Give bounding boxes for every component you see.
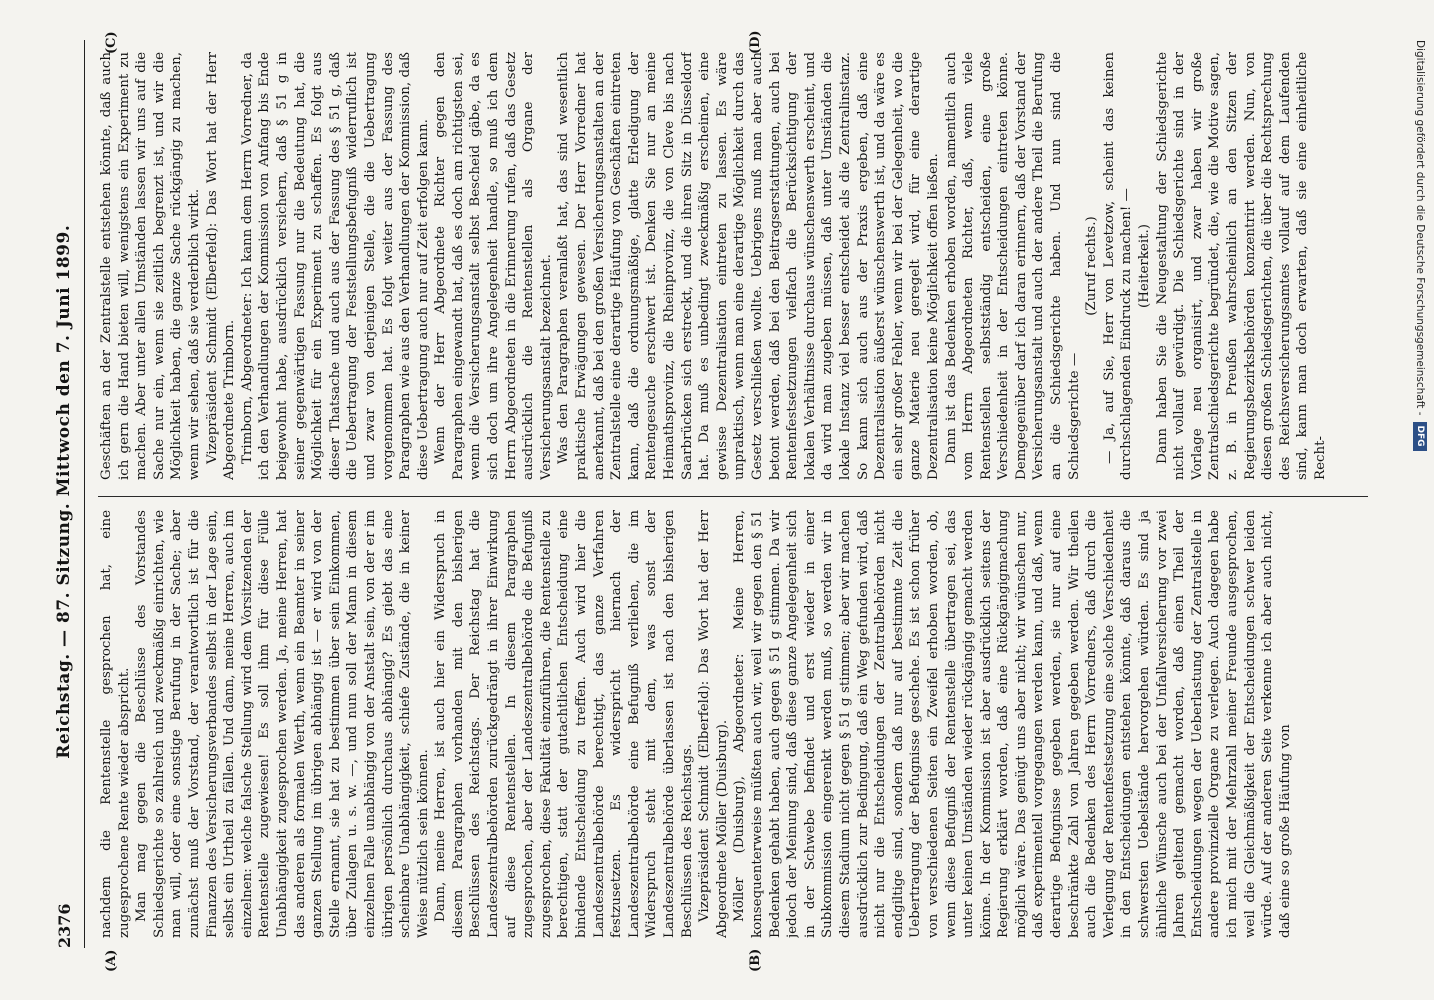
paragraph: Geschäften an der Zentralstelle entstehen könnte, daß auch ich gern die Hand bieten will, wenigstens ein Experiment zu machen. Aber unter allen Umständen lassen wir uns auf die Sache nur ein, wenn sie zeitlich begrenzt ist, und wir die Möglichkeit haben, die ganze Sache rückgängig zu machen, wenn wir sehen, daß sie verderblich wirkt.	[99, 52, 202, 480]
paragraph: — Ja, auf Sie, Herr von Levetzow, scheint das keinen durchschlagenden Eindruck zu machen! —	[1101, 52, 1135, 480]
digitization-note	[1412, 40, 1428, 980]
column-divider	[98, 496, 1368, 497]
paragraph: Vizepräsident Schmidt (Elberfeld): Das Wort hat der Herr Abgeordnete Möller (Duisburg).	[697, 510, 730, 938]
paragraph: nachdem die Rentenstelle gesprochen hat, eine zugesprochene Rente wieder abspricht.	[99, 510, 132, 938]
paragraph: Wenn der Herr Abgeordnete Richter gegen den Paragraphen eingewandt hat, daß es doch am richtigsten sei, wenn die Versicherungsanstalt selbst Bescheid gäbe, da es sich doch um ihre Angelegenheit handle, so muß ich dem Herrn Abgeordneten in die Erinnerung rufen, daß das Gesetz ausdrücklich die Rentenstellen als Organe der Versicherungsanstalt bezeichnet.	[433, 52, 554, 480]
left-column	[98, 510, 1368, 938]
paragraph: Dann ist das Bedenken erhoben worden, namentlich auch vom Herrn Abgeordneten Richter, daß, wenn viele Rentenstellen selbstständig entscheiden, eine große Verschiedenheit in der Entscheidungen eintreten könne. Demgegenüber darf ich daran erinnern, daß der Vorstand der Versicherungsanstalt und auch der andere Theil die Berufung an die Schiedsgerichte haben. Und nun sind die Schiedsgerichte —	[943, 52, 1082, 480]
margin-mark-d: (D)	[748, 30, 763, 54]
page-header	[44, 40, 85, 948]
digitization-text: Digitalisierung gefördert durch die Deutsche Forschungsgemeinschaft -	[1414, 40, 1426, 416]
paragraph: Vizepräsident Schmidt (Elberfeld): Das Wort hat der Herr Abgeordnete Trimborn.	[204, 52, 238, 480]
paragraph: Dann haben Sie die Neugestaltung der Schiedsgerichte nicht vollauf gewürdigt. Die Schiedsgerichte sind in der Vorlage neu organisirt, und zwar haben wir große Zentralschiedsgerichte begründet, die, wie die Motive sagen, z. B. in Preußen wahrscheinlich an den Sitzen der Regierungsbezirksbehörden konzentrirt werden. Nun, von diesen großen Schiedsgerichten, die über die Rechtsprechung des Reichsversicherungsamtes vollauf auf dem Laufenden sind, kann man doch erwarten, daß sie eine einheitliche Recht-	[1154, 52, 1328, 480]
interjection: (Heiterkeit.)	[1137, 224, 1153, 308]
interjection: (Zuruf rechts.)	[1084, 216, 1100, 316]
margin-mark-c: (C)	[104, 31, 119, 54]
margin-mark-b: (B)	[748, 948, 763, 972]
paragraph: Möller (Duisburg), Abgeordneter: Meine Herren, konsequenterweise müßten auch wir, weil wir gegen den § 51 Bedenken gehabt haben, auch gegen § 51 g stimmen. Da wir jedoch der Meinung sind, daß diese ganze Angelegenheit sich in der Schwebe befindet und erst wieder in einer Subkommission eingerenkt werden muß, so werden wir in diesem Stadium nicht gegen § 51 g stimmen; aber wir machen ausdrücklich zur Bedingung, daß ein Weg gefunden wird, daß nicht nur die Entscheidungen der Zentralbehörden nicht endgiltige sind, sondern daß nur auf bestimmte Zeit die Uebertragung der Befugnisse geschehe. Es ist schon früher von verschiedenen Seiten ein Zweifel erhoben worden, ob, wenn diese Befugniß der Rentenstelle übertragen sei, das unter keinen Umständen wieder rückgängig gemacht werden könne. In der Kommission ist aber ausdrücklich seitens der Regierung erklärt worden, daß eine Rückgängigmachung möglich wäre. Das genügt uns aber nicht; wir wünschen nur, daß experimentell vorgegangen werden kann, und daß, wenn derartige Befugnisse gegeben werden, sie nur auf eine beschränkte Zahl von Jahren gegeben werden. Wir theilen auch die Bedenken des Herrn Vorredners, daß durch die Verlegung der Rentenfestsetzung eine solche Verschiedenheit in den Entscheidungen entstehen könnte, daß daraus die schwersten Uebelstände hervorgehen würden. Es sind ja ähnliche Wünsche auch bei der Unfallversicherung vor zwei Jahren geltend gemacht worden, daß einen Theil der Entscheidungen wegen der Ueberlastung der Zentralstelle in andere provinzielle Organe zu verlegen. Auch dagegen habe ich mich mit der Mehrzahl meiner Freunde ausgesprochen, weil die Gleichmäßigkeit der Entscheidungen schwer leiden würde. Auf der anderen Seite verkenne ich aber auch nicht, daß eine so große Häufung von	[732, 510, 1293, 938]
paragraph: Man mag gegen die Beschlüsse des Vorstandes Schiedsgerichte so zahlreich und zweckmäßig einrichten, wie man will, oder eine sonstige Berufung in der Sache; aber zunächst muß der Vorstand, der verantwortlich ist für die Finanzen des Versicherungsverbandes selbst in der Lage sein, selbst ein Urtheil zu fällen. Und dann, meine Herren, auch im einzelnen: welche falsche Stellung wird dem Vorsitzenden der Rentenstelle zugewiesen! Es soll ihm für diese Fülle Unabhängigkeit zugesprochen werden. Ja, meine Herren, hat das anderen als formalen Werth, wenn ein Beamter in seiner ganzen Stellung im übrigen abhängig ist — er wird von der Stelle ernannt, sie hat zu bestimmen über sein Einkommen, über Zulagen u. s. w. —, und nun soll der Mann in diesem einzelnen Falle unabhängig von der Anstalt sein, von der er im übrigen persönlich durchaus abhängig? Es giebt das eine scheinbare Unabhängigkeit, schiefe Zustände, die in keiner Weise nützlich sein können.	[134, 510, 431, 938]
page-title: Reichstag. — 87. Sitzung. Mittwoch den 7. Juni 1899.	[54, 224, 74, 759]
paragraph: Was den Paragraphen veranlaßt hat, das sind wesentlich praktische Erwägungen gewesen. Der Herr Vorredner hat anerkannt, daß bei den großen Versicherungsanstalten an der Zentralstelle eine derartige Häufung von Geschäften eintreten kann, daß die ordnungsmäßige, glatte Erledigung der Rentengesuche erschwert ist. Denken Sie nur an meine Heimathsprovinz, die Rheinprovinz, die von Cleve bis nach Saarbrücken sich erstreckt, und die ihren Sitz in Düsseldorf hat. Da muß es unbedingt zweckmäßig erscheinen, eine gewisse Dezentralisation eintreten zu lassen. Es wäre unpraktisch, wenn man eine derartige Möglichkeit durch das Gesetz verschließen wollte. Uebrigens muß man aber auch betont werden, daß bei den Beitragserstattungen, auch bei Rentenfestsetzungen vielfach die Berücksichtigung der lokalen Verhältnisse durchaus wünschenswerth erscheint, und da wird man zugeben müssen, daß unter Umständen die lokale Instanz viel besser entscheidet als die Zentralinstanz. So kann sich auch aus der Praxis ergeben, daß eine Dezentralisation äußerst wünschenswerth ist, und da wäre es ein sehr großer Fehler, wenn wir bei der Gelegenheit, wo die ganze Materie neu geregelt wird, für eine derartige Dezentralisation keine Möglichkeit offen ließen.	[556, 52, 941, 480]
paragraph: Trimborn, Abgeordneter: Ich kann dem Herrn Vorredner, da ich den Verhandlungen der Kommission von Anfang bis Ende beigewohnt habe, ausdrücklich versichern, daß § 51 g in seiner gegenwärtigen Fassung nur die Bedeutung hat, die Möglichkeit für ein Experiment zu schaffen. Es folgt aus dieser Thatsache und auch aus der Fassung des § 51 g, daß die Uebertragung der Feststellungsbefugniß widerruflich ist und zwar von derjenigen Stelle, die die Uebertragung vorgenommen hat. Es folgt weiter aus der Fassung des Paragraphen wie aus den Verhandlungen der Kommission, daß diese Uebertragung auch nur auf Zeit erfolgen kann.	[239, 52, 431, 480]
margin-mark-a: (A)	[104, 949, 119, 972]
paragraph: Dann, meine Herren, ist auch hier ein Widerspruch in diesem Paragraphen vorhanden mit den bisherigen Beschlüssen des Reichstags. Der Reichstag hat die Landeszentralbehörden zurückgedrängt in ihrer Einwirkung auf diese Rentenstellen. In diesem Paragraphen zugesprochen, aber der Landeszentralbehörde die Befugniß zugesprochen, diese Fakultät einzuführen, die Rentenstelle zu berechtigen, statt der gutachtlichen Entscheidung eine bindende Entscheidung zu treffen. Auch wird hier die Landeszentralbehörde berechtigt, das ganze Verfahren festzusetzen. Es widerspricht hiernach der Landeszentralbehörde eine Befugniß verliehen, die im Widerspruch steht mit dem, was sonst der Landeszentralbehörde überlassen ist nach den bisherigen Beschlüssen des Reichstags.	[433, 510, 695, 938]
page-number: 2376	[54, 903, 74, 948]
right-column	[98, 52, 1368, 480]
dfg-logo: DFG	[1413, 422, 1427, 451]
